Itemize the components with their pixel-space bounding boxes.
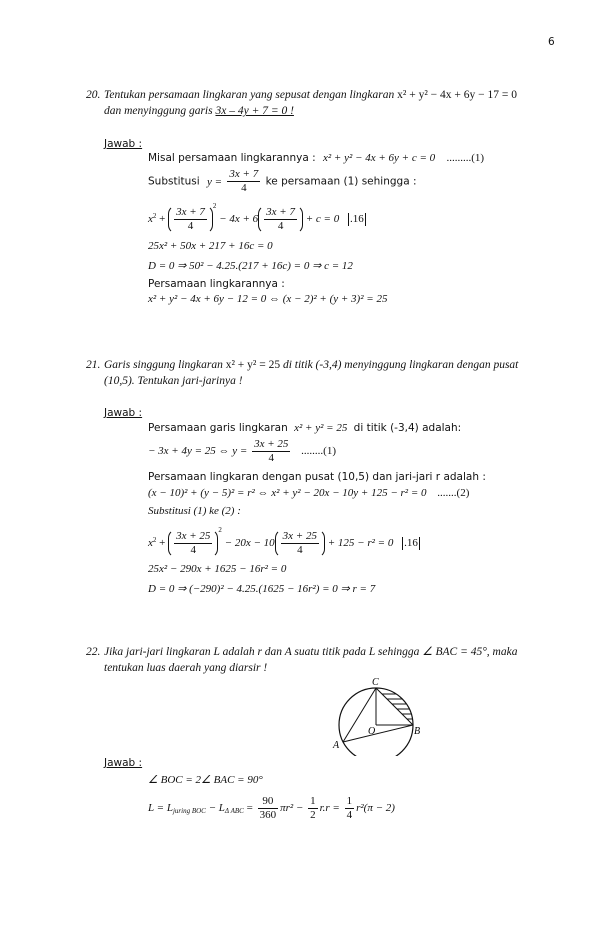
- q22-f1-den: 360: [259, 809, 277, 821]
- q21-l2-ref: ........(1): [301, 445, 336, 458]
- q22-text-a: Jika jari-jari lingkaran L adalah r dan A suatu titik pada L sehingga ∠ BAC = 45°, maka: [104, 646, 518, 658]
- q22-f3-den: 4: [346, 809, 353, 821]
- q22-shaded-region: [376, 694, 420, 719]
- q21-step3: D = 0 ⇒ (−290)² − 4.25.(1625 − 16r²) = 0 ⇒ r = 7: [148, 583, 376, 595]
- q21-step1-den-1: 4: [190, 543, 197, 556]
- q21-l2-text: − 3x + 4y = 25 ⇔ y =: [148, 445, 248, 458]
- q21-l2-fraction: [252, 438, 290, 465]
- q22-l2-sub1: juring BOC: [172, 807, 206, 816]
- q21-line4: [148, 487, 469, 499]
- q21-l4-ref: .......(2): [437, 487, 470, 499]
- q20-subs-y: y =: [207, 175, 223, 188]
- q20-subs-fraction: [227, 168, 260, 195]
- q20-step1-end: + c = 0: [305, 213, 340, 225]
- q20-misal-eq: x² + y² − 4x + 6y + c = 0: [323, 152, 436, 164]
- q20-text-a: Tentukan persamaan lingkaran yang sepusat dengan lingkaran: [104, 89, 395, 101]
- q20-step1-paren-1: [168, 205, 213, 234]
- q20-misal-ref: .........(1): [446, 152, 485, 164]
- q20-step1-mid: − 4x + 6: [219, 213, 259, 225]
- q20-line-equation: 3x – 4y + 7 = 0 !: [215, 105, 294, 117]
- q21-l2-num: 3x + 25: [254, 438, 289, 450]
- q20-step3: D = 0 ⇒ 50² − 4.25.(217 + 16c) = 0 ⇒ c = 12: [148, 260, 353, 272]
- q21-line5: Substitusi (1) ke (2) :: [148, 505, 241, 517]
- q21-l4-eq: (x − 10)² + (y − 5)² = r² ⇔ x² + y² − 20x − 10y + 125 − r² = 0: [148, 487, 427, 499]
- q22-l2-d: πr² −: [280, 802, 304, 815]
- q20-subs-den: 4: [241, 182, 247, 194]
- page-number: 6: [548, 36, 555, 48]
- q21-l2-den: 4: [268, 452, 274, 464]
- q21-step1-den-2: 4: [297, 543, 303, 556]
- q22-l2-e: r.r =: [319, 802, 340, 815]
- q22-f2-num: 1: [310, 795, 316, 807]
- q21-step1-fraction-1: [174, 530, 212, 557]
- q22-f3-num: 1: [346, 795, 353, 807]
- q22-fraction-2: [308, 795, 318, 822]
- q21-step1: $x^2$ + $\frac{3x + 25}{4}$ $^2$ − 20x − 10 $\frac{3x + 25}{4}$ + 125 − r² = 0 .16: [148, 526, 418, 556]
- q22-label-c: C: [372, 677, 379, 688]
- q21-step1-paren-1: [168, 529, 218, 558]
- q20-step1-num-2: 3x + 7: [266, 205, 295, 218]
- q20-step1-den-2: 4: [277, 219, 284, 232]
- q21-equation: x² + y² = 25: [225, 359, 281, 371]
- q20-subs-post: ke persamaan (1) sehingga :: [265, 175, 417, 188]
- q20-misal-line: [148, 152, 484, 164]
- q22-jawab-label: Jawab :: [104, 757, 143, 769]
- q22-segment-ab: [343, 725, 413, 742]
- q21-step1-num-2: 3x + 25: [282, 529, 317, 542]
- q22-label-a: A: [333, 740, 340, 751]
- q22-number: 22.: [86, 646, 101, 658]
- q20-final-equation: x² + y² − 4x + 6y − 12 = 0 ⇔ (x − 2)² + (y + 3)² = 25: [148, 293, 388, 305]
- q21-number: 21.: [86, 359, 101, 371]
- q20-step1-fraction-1: [174, 206, 207, 233]
- q22-l2-sub2: Δ ABC: [224, 807, 244, 816]
- q20-equation: x² + y² − 4x + 6y − 17 = 0: [397, 89, 517, 101]
- q21-step1-end: + 125 − r² = 0: [327, 537, 394, 549]
- q20-step1-den-1: 4: [187, 219, 194, 232]
- q21-l1-b: di titik (-3,4) adalah:: [353, 422, 462, 434]
- q20-persamaan-label: Persamaan lingkarannya :: [148, 278, 285, 290]
- q21-line3: Persamaan lingkaran dengan pusat (10,5) dan jari-jari r adalah :: [148, 471, 486, 483]
- q21-text-line1: [104, 358, 518, 373]
- q21-step1-fraction-2: [281, 530, 319, 557]
- q21-step1-multiplier: .16: [404, 537, 418, 549]
- q22-l2-b: − L: [205, 802, 225, 815]
- q20-subs-num: 3x + 7: [229, 168, 259, 180]
- q20-step1-num-1: 3x + 7: [176, 205, 205, 218]
- q22-fraction-1: [258, 795, 279, 822]
- q21-step2: 25x² − 290x + 1625 − 16r² = 0: [148, 563, 287, 575]
- q21-jawab-label: Jawab :: [104, 407, 143, 419]
- q22-l2-c: =: [243, 802, 253, 815]
- q22-f1-num: 90: [258, 795, 279, 809]
- q22-line1: ∠ BOC = 2∠ BAC = 90°: [148, 774, 263, 786]
- q22-label-o: O: [368, 726, 376, 737]
- q20-substitusi-line: [148, 168, 417, 195]
- q22-line2: [148, 795, 395, 822]
- q20-number: 20.: [86, 89, 101, 101]
- q21-line2: [148, 438, 336, 465]
- q21-line1: [148, 422, 461, 434]
- q22-fraction-3: [345, 795, 355, 822]
- q22-circle-figure: [330, 676, 426, 756]
- q20-step2: 25x² + 50x + 217 + 16c = 0: [148, 240, 273, 252]
- q22-f2-den: 2: [310, 809, 316, 821]
- q20-subs-pre: Substitusi: [148, 175, 200, 188]
- q22-l2-f: r²(π − 2): [356, 802, 395, 815]
- q22-text-b: tentukan luas daerah yang diarsir !: [104, 662, 268, 674]
- q21-l1-eq: x² + y² = 25: [294, 422, 348, 434]
- q20-jawab-label: Jawab :: [104, 138, 143, 150]
- q20-step1-fraction-2: [264, 206, 297, 233]
- q22-l2-a: L = L: [148, 802, 173, 815]
- q20-misal-text: Misal persamaan lingkarannya :: [148, 152, 316, 164]
- q21-step1-mid: − 20x − 10: [224, 537, 275, 549]
- q20-step1-paren-2: [258, 205, 303, 234]
- q21-text-c: (10,5). Tentukan jari-jarinya !: [104, 375, 243, 387]
- q20-text-line2: [104, 104, 294, 119]
- q21-text-b: di titik (-3,4) menyinggung lingkaran dengan pusat: [282, 359, 519, 371]
- q21-text-a: Garis singgung lingkaran: [104, 359, 223, 371]
- q20-text-b: dan menyinggung garis: [104, 105, 213, 117]
- q21-l1-text: Persamaan garis lingkaran: [148, 422, 288, 434]
- q20-step1: $x^2$ + $\frac{3x + 7}{4}$ $^2$ − 4x + 6 $\frac{3x + 7}{4}$ + c = 0 .16: [148, 202, 364, 232]
- q21-step1-num-1: 3x + 25: [176, 529, 211, 542]
- q20-step1-multiplier: .16: [349, 213, 364, 225]
- q20-text-line1: [104, 88, 517, 103]
- q22-label-b: B: [414, 726, 421, 737]
- q21-step1-paren-2: [275, 529, 325, 558]
